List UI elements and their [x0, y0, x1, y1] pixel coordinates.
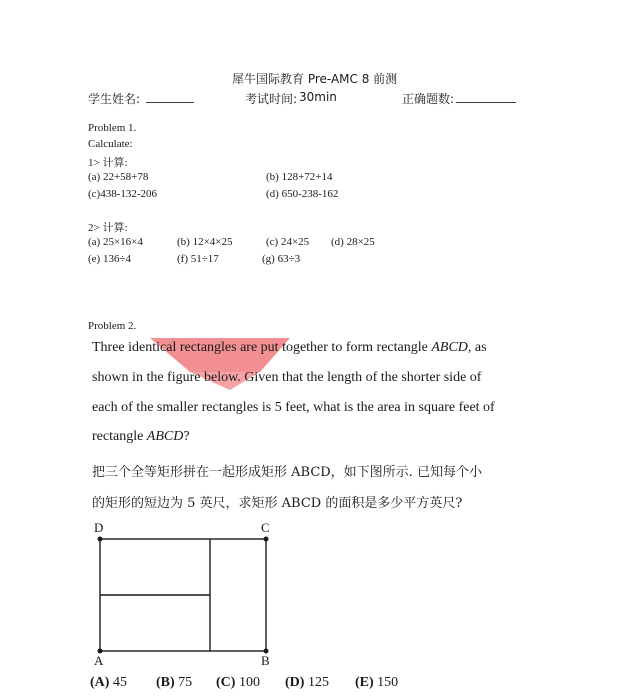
problem2-chinese-line2: 的矩形的短边为 5 英尺，求矩形 ABCD 的面积是多少平方英尺? [92, 496, 463, 511]
problem2-chinese-line1: 把三个全等矩形拼在一起形成矩形 ABCD，如下图所示. 已知每个小 [92, 465, 482, 480]
problem1-item: (a) 22+58+78 [88, 171, 149, 183]
exam-time-value: 30min [299, 90, 337, 104]
option-letter: (A) [90, 675, 110, 690]
problem2-text-segment: , as [467, 340, 487, 355]
student-name-label: 学生姓名: [88, 92, 141, 106]
answer-option-c[interactable] [216, 675, 260, 691]
rectangle-figure [88, 518, 288, 668]
option-letter: (C) [216, 675, 236, 690]
page-title: 犀牛国际教育 Pre-AMC 8 前测 [232, 72, 398, 86]
correct-count-label: 正确题数: [402, 92, 455, 106]
vertex-d-dot [98, 537, 103, 542]
problem1-heading: Problem 1. [88, 122, 137, 134]
problem1-item: (f) 51÷17 [177, 253, 219, 265]
option-letter: (D) [285, 675, 305, 690]
option-value: 45 [112, 675, 127, 690]
problem1-part2-label: 2> 计算: [88, 222, 128, 234]
problem2-text-line4 [92, 429, 190, 445]
option-value: 75 [178, 675, 193, 690]
rectangle-name: ABCD [431, 340, 468, 355]
student-name-blank: ________ [146, 89, 194, 103]
problem1-item: (e) 136÷4 [88, 253, 131, 265]
problem1-item: (c)438-132-206 [88, 188, 158, 200]
problem1-part1-label: 1> 计算: [88, 157, 128, 169]
problem2-text-line2: shown in the figure below. Given that the length of the shorter side of [92, 370, 482, 385]
problem2-text-line1 [92, 340, 487, 356]
vertex-c-dot [264, 537, 269, 542]
problem2-text-segment: ? [183, 429, 190, 444]
problem2-text-segment: rectangle [92, 429, 147, 444]
problem1-instruction: Calculate: [88, 138, 133, 150]
answer-option-e[interactable] [355, 675, 398, 691]
vertex-c-label: C [261, 520, 270, 535]
problem1-item: (b) 128+72+14 [266, 171, 333, 183]
answer-option-d[interactable] [285, 675, 329, 691]
problem1-item: (a) 25×16×4 [88, 236, 143, 248]
problem2-text-segment: Three identical rectangles are put together to form rectangle [92, 340, 432, 355]
problem2-heading: Problem 2. [88, 320, 137, 332]
option-letter: (B) [156, 675, 175, 690]
answer-option-b[interactable] [156, 675, 192, 691]
problem2-text-line3: each of the smaller rectangles is 5 feet, what is the area in square feet of [92, 400, 495, 415]
vertex-a-label: A [94, 653, 104, 668]
problem1-item: (d) 28×25 [331, 236, 375, 248]
problem1-item: (d) 650-238-162 [266, 188, 339, 200]
rectangle-name: ABCD [146, 429, 184, 444]
option-letter: (E) [355, 675, 374, 690]
vertex-b-label: B [261, 653, 270, 668]
correct-count-blank: __________ [456, 89, 516, 103]
option-value: 125 [307, 675, 329, 690]
option-value: 150 [377, 675, 399, 690]
problem1-item: (b) 12×4×25 [177, 236, 233, 248]
problem1-item: (g) 63÷3 [262, 253, 301, 265]
exam-time-label: 考试时间: [245, 92, 298, 106]
answer-option-a[interactable] [90, 675, 127, 691]
problem1-item: (c) 24×25 [266, 236, 310, 248]
option-value: 100 [238, 675, 260, 690]
vertex-d-label: D [94, 520, 104, 535]
